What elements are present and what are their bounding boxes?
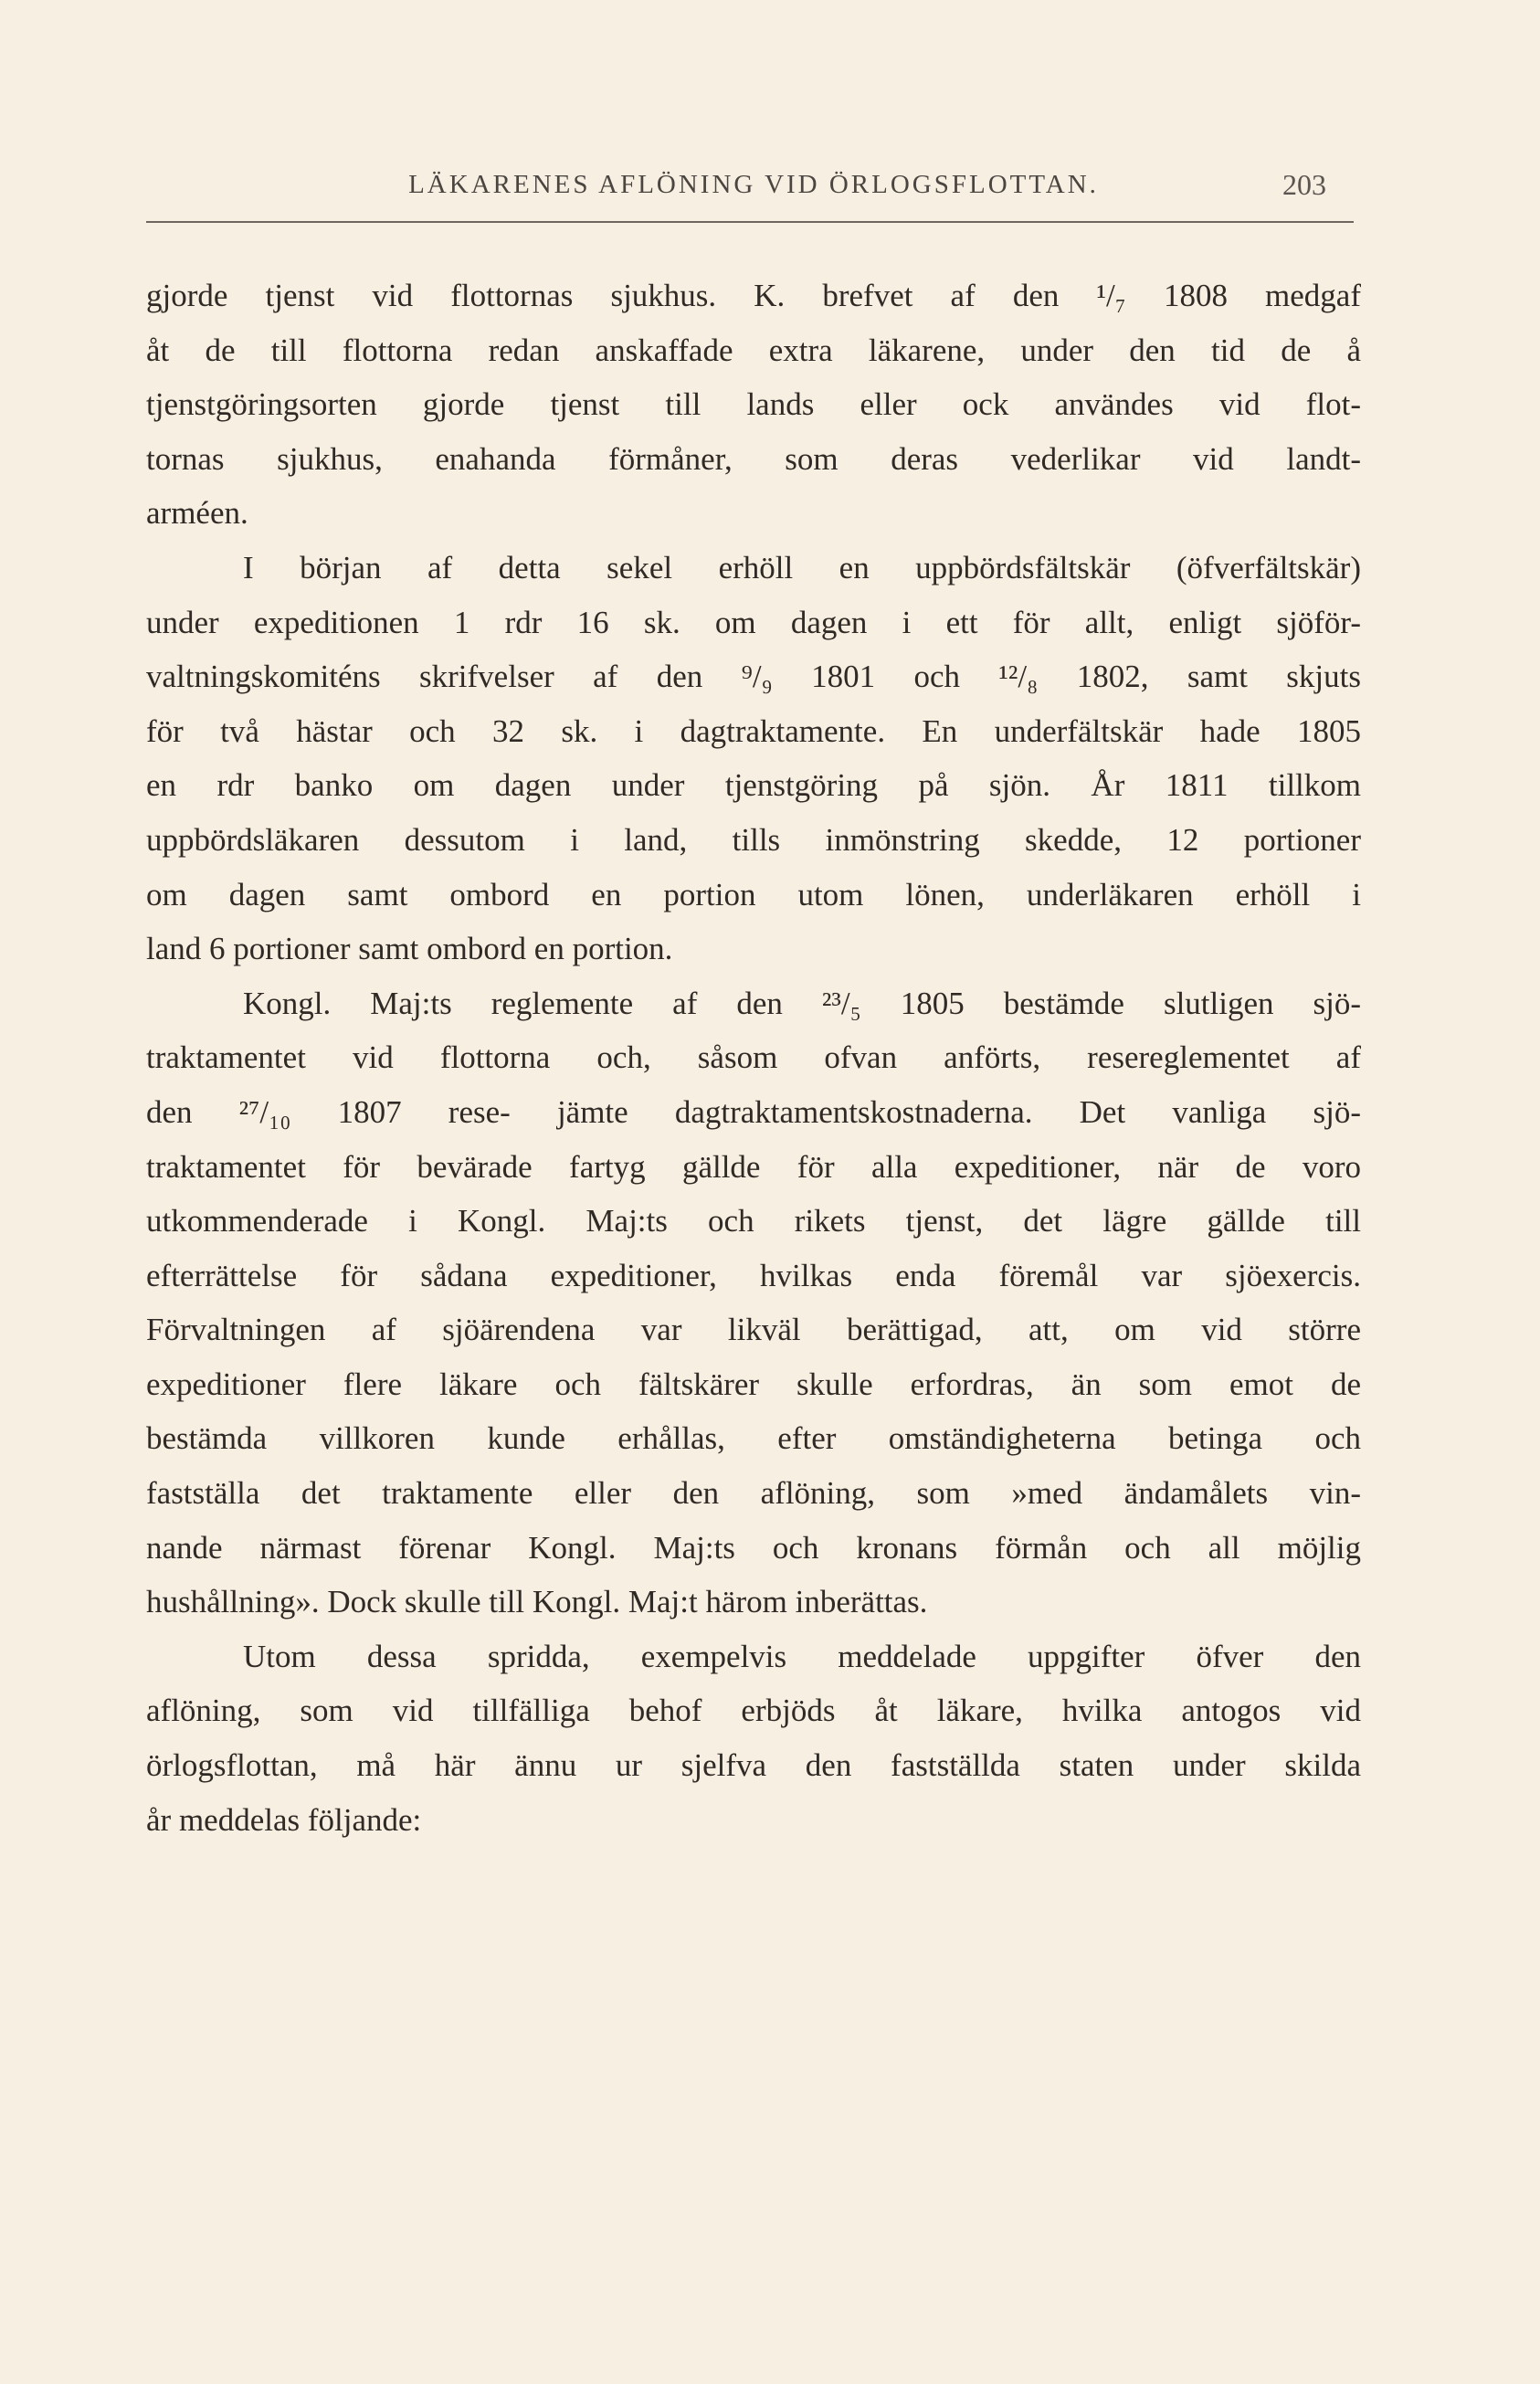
text-line: land 6 portioner samt ombord en portion. — [146, 931, 673, 967]
text-line: uppbördsläkaren dessutom i land, tills inmönstring skedde, 12 portioner — [146, 821, 1361, 858]
text-line: under expeditionen 1 rdr 16 sk. om dagen i ett för allt, enligt sjöför- — [146, 604, 1361, 640]
text-line: örlogsflottan, må här ännu ur sjelfva den fastställda staten under skilda — [146, 1747, 1361, 1784]
page-number: 203 — [1282, 168, 1326, 201]
text-line: efterrättelse för sådana expeditioner, hvilkas enda föremål var sjöexercis. — [146, 1257, 1361, 1293]
text-line: tornas sjukhus, enahanda förmåner, som deras vederlikar vid landt- — [146, 440, 1361, 477]
text-line: hushållning». Dock skulle till Kongl. Maj:t härom inberättas. — [146, 1584, 928, 1620]
running-header — [146, 163, 1361, 217]
text-line: år meddelas följande: — [146, 1801, 422, 1838]
text-line: för två hästar och 32 sk. i dagtraktamente. En underfältskär hade 1805 — [146, 712, 1361, 749]
text-line: en rdr banko om dagen under tjenstgöring på sjön. År 1811 tillkom — [146, 767, 1361, 804]
text-line: åt de till flottorna redan anskaffade extra läkarene, under den tid de å — [146, 332, 1361, 368]
text-line: fastställa det traktamente eller den aflöning, som »med ändamålets vin- — [146, 1475, 1361, 1512]
body-text — [146, 269, 1361, 1847]
text-line: Utom dessa spridda, exempelvis meddelade uppgifter öfver den — [243, 1638, 1361, 1674]
text-line: I början af detta sekel erhöll en uppbördsfältskär (öfverfältskär) — [243, 549, 1361, 585]
header-rule — [146, 221, 1354, 223]
text-line: traktamentet för bevärade fartyg gällde för alla expeditioner, när de voro — [146, 1148, 1361, 1185]
text-line: valtningskomiténs skrifvelser af den ⁹/₉ 1801 och ¹²/₈ 1802, samt skjuts — [146, 659, 1361, 695]
text-line: traktamentet vid flottorna och, såsom ofvan anförts, resereglementet af — [146, 1039, 1361, 1076]
text-line: Förvaltningen af sjöärendena var likväl berättigad, att, om vid större — [146, 1312, 1361, 1348]
text-line: den ²⁷/₁₀ 1807 rese- jämte dagtraktamentskostnaderna. Det vanliga sjö- — [146, 1093, 1361, 1130]
text-line: utkommenderade i Kongl. Maj:ts och rikets tjenst, det lägre gällde till — [146, 1203, 1361, 1239]
text-line: gjorde tjenst vid flottornas sjukhus. K. brefvet af den ¹/₇ 1808 medgaf — [146, 278, 1361, 313]
text-line: Kongl. Maj:ts reglemente af den ²³/₅ 1805 bestämde slutligen sjö- — [243, 985, 1361, 1021]
text-line: aflöning, som vid tillfälliga behof erbjöds åt läkare, hvilka antogos vid — [146, 1693, 1361, 1729]
running-title: LÄKARENES AFLÖNING VID ÖRLOGSFLOTTAN. — [408, 170, 1099, 199]
text-line: tjenstgöringsorten gjorde tjenst till lands eller ock användes vid flot- — [146, 386, 1361, 423]
text-line: expeditioner flere läkare och fältskärer skulle erfordras, än som emot de — [146, 1366, 1361, 1402]
text-line: nande närmast förenar Kongl. Maj:ts och kronans förmån och all möjlig — [146, 1529, 1361, 1566]
text-line: om dagen samt ombord en portion utom lönen, underläkaren erhöll i — [146, 876, 1361, 912]
text-line: arméen. — [146, 495, 248, 532]
text-line: bestämda villkoren kunde erhållas, efter omständigheterna betinga och — [146, 1420, 1361, 1457]
